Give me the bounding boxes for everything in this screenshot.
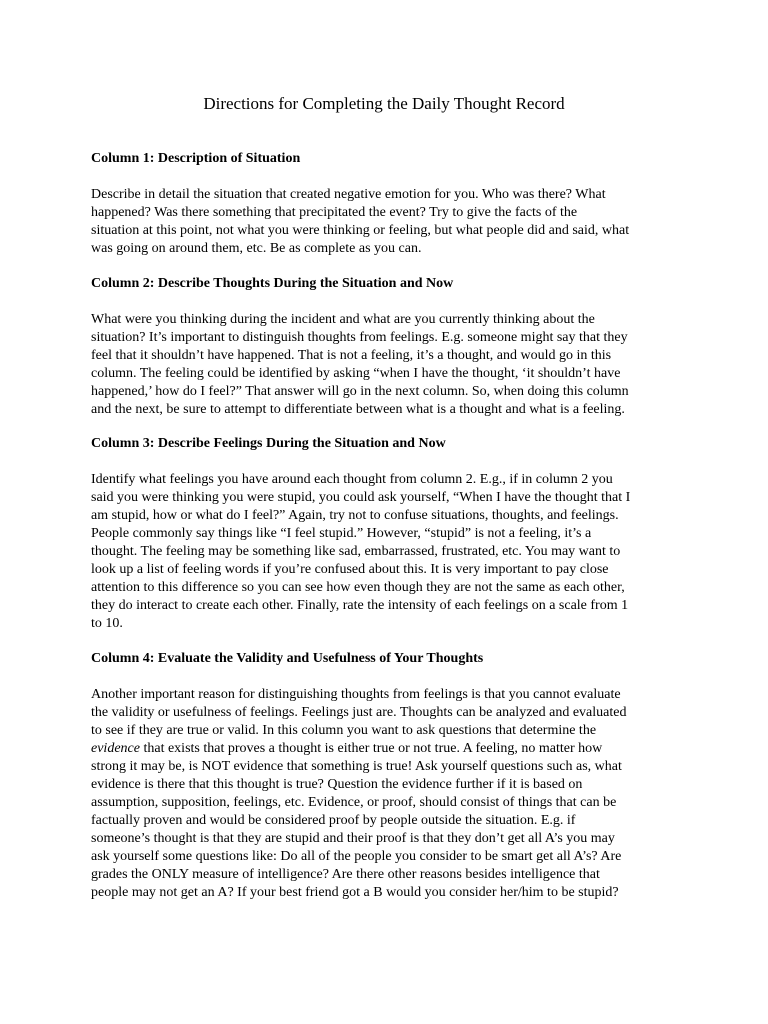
body-line [91,740,691,758]
body-line: column. The feeling could be identified by asking “when I have the thought, ‘it shouldn’t have [91,366,621,381]
section-heading-column-3: Column 3: Describe Feelings During the Situation and Now [91,436,446,451]
body-line: and the next, be sure to attempt to differentiate between what is a thought and what is a feeling. [91,402,625,417]
body-line: grades the ONLY measure of intelligence? Are there other reasons besides intelligence that [91,867,600,882]
body-line: Describe in detail the situation that created negative emotion for you. Who was there? What [91,187,606,202]
body-line: What were you thinking during the incident and what are you currently thinking about the [91,312,595,327]
body-line: to 10. [91,616,123,631]
section-body-column-2 [91,311,691,419]
section-heading-column-1: Column 1: Description of Situation [91,151,301,166]
emphasis-evidence: evidence [91,741,140,756]
section-heading-column-4: Column 4: Evaluate the Validity and Usefulness of Your Thoughts [91,651,484,666]
body-line: said you were thinking you were stupid, you could ask yourself, “When I have the thought that I [91,490,631,505]
body-line: Identify what feelings you have around each thought from column 2. E.g., if in column 2 you [91,472,613,487]
section-body-column-1 [91,186,691,258]
body-line: to see if they are true or valid. In this column you want to ask questions that determine the [91,723,597,738]
body-line: assumption, supposition, feelings, etc. Evidence, or proof, should consist of things that can be [91,795,617,810]
body-line: evidence is there that this thought is true? Question the evidence further if it is based on [91,777,583,792]
body-line: factually proven and would be considered proof by people outside the situation. E.g. if [91,813,576,828]
body-line: the validity or usefulness of feelings. Feelings just are. Thoughts can be analyzed and evaluated [91,705,627,720]
body-line: happened,’ how do I feel?” That answer will go in the next column. So, when doing this column [91,384,629,399]
body-line: situation? It’s important to distinguish thoughts from feelings. E.g. someone might say that they [91,330,628,345]
body-line: ask yourself some questions like: Do all of the people you consider to be smart get all A’s? Are [91,849,622,864]
section-body-column-4 [91,686,691,902]
body-line: strong it may be, is NOT evidence that something is true! Ask yourself questions such as, what [91,759,622,774]
section-heading-column-2: Column 2: Describe Thoughts During the Situation and Now [91,276,454,291]
body-line: they do interact to create each other. Finally, rate the intensity of each feelings on a scale from 1 [91,598,629,613]
document-title: Directions for Completing the Daily Thought Record [203,94,565,113]
body-line: attention to this difference so you can see how even though they are not the same as each other, [91,580,625,595]
body-line-rest: that exists that proves a thought is either true or not true. A feeling, no matter how [139,741,603,756]
body-line: People commonly say things like “I feel stupid.” However, “stupid” is not a feeling, it’s a [91,526,592,541]
body-line: feel that it shouldn’t have happened. That is not a feeling, it’s a thought, and would go in this [91,348,612,363]
body-line: thought. The feeling may be something like sad, embarrassed, frustrated, etc. You may want to [91,544,621,559]
body-line: someone’s thought is that they are stupid and their proof is that they don’t get all A’s you may [91,831,615,846]
body-line: am stupid, how or what do I feel?” Again, try not to confuse situations, thoughts, and feelings. [91,508,619,523]
section-body-column-3 [91,471,691,633]
body-line: people may not get an A? If your best friend got a B would you consider her/him to be stupid? [91,885,619,900]
body-line: situation at this point, not what you were thinking or feeling, but what people did and said, what [91,223,630,238]
body-line: Another important reason for distinguishing thoughts from feelings is that you cannot evaluate [91,687,621,702]
body-line: happened? Was there something that precipitated the event? Try to give the facts of the [91,205,578,220]
body-line: was going on around them, etc. Be as complete as you can. [91,241,422,256]
body-line: look up a list of feeling words if you’re confused about this. It is very important to pay close [91,562,609,577]
